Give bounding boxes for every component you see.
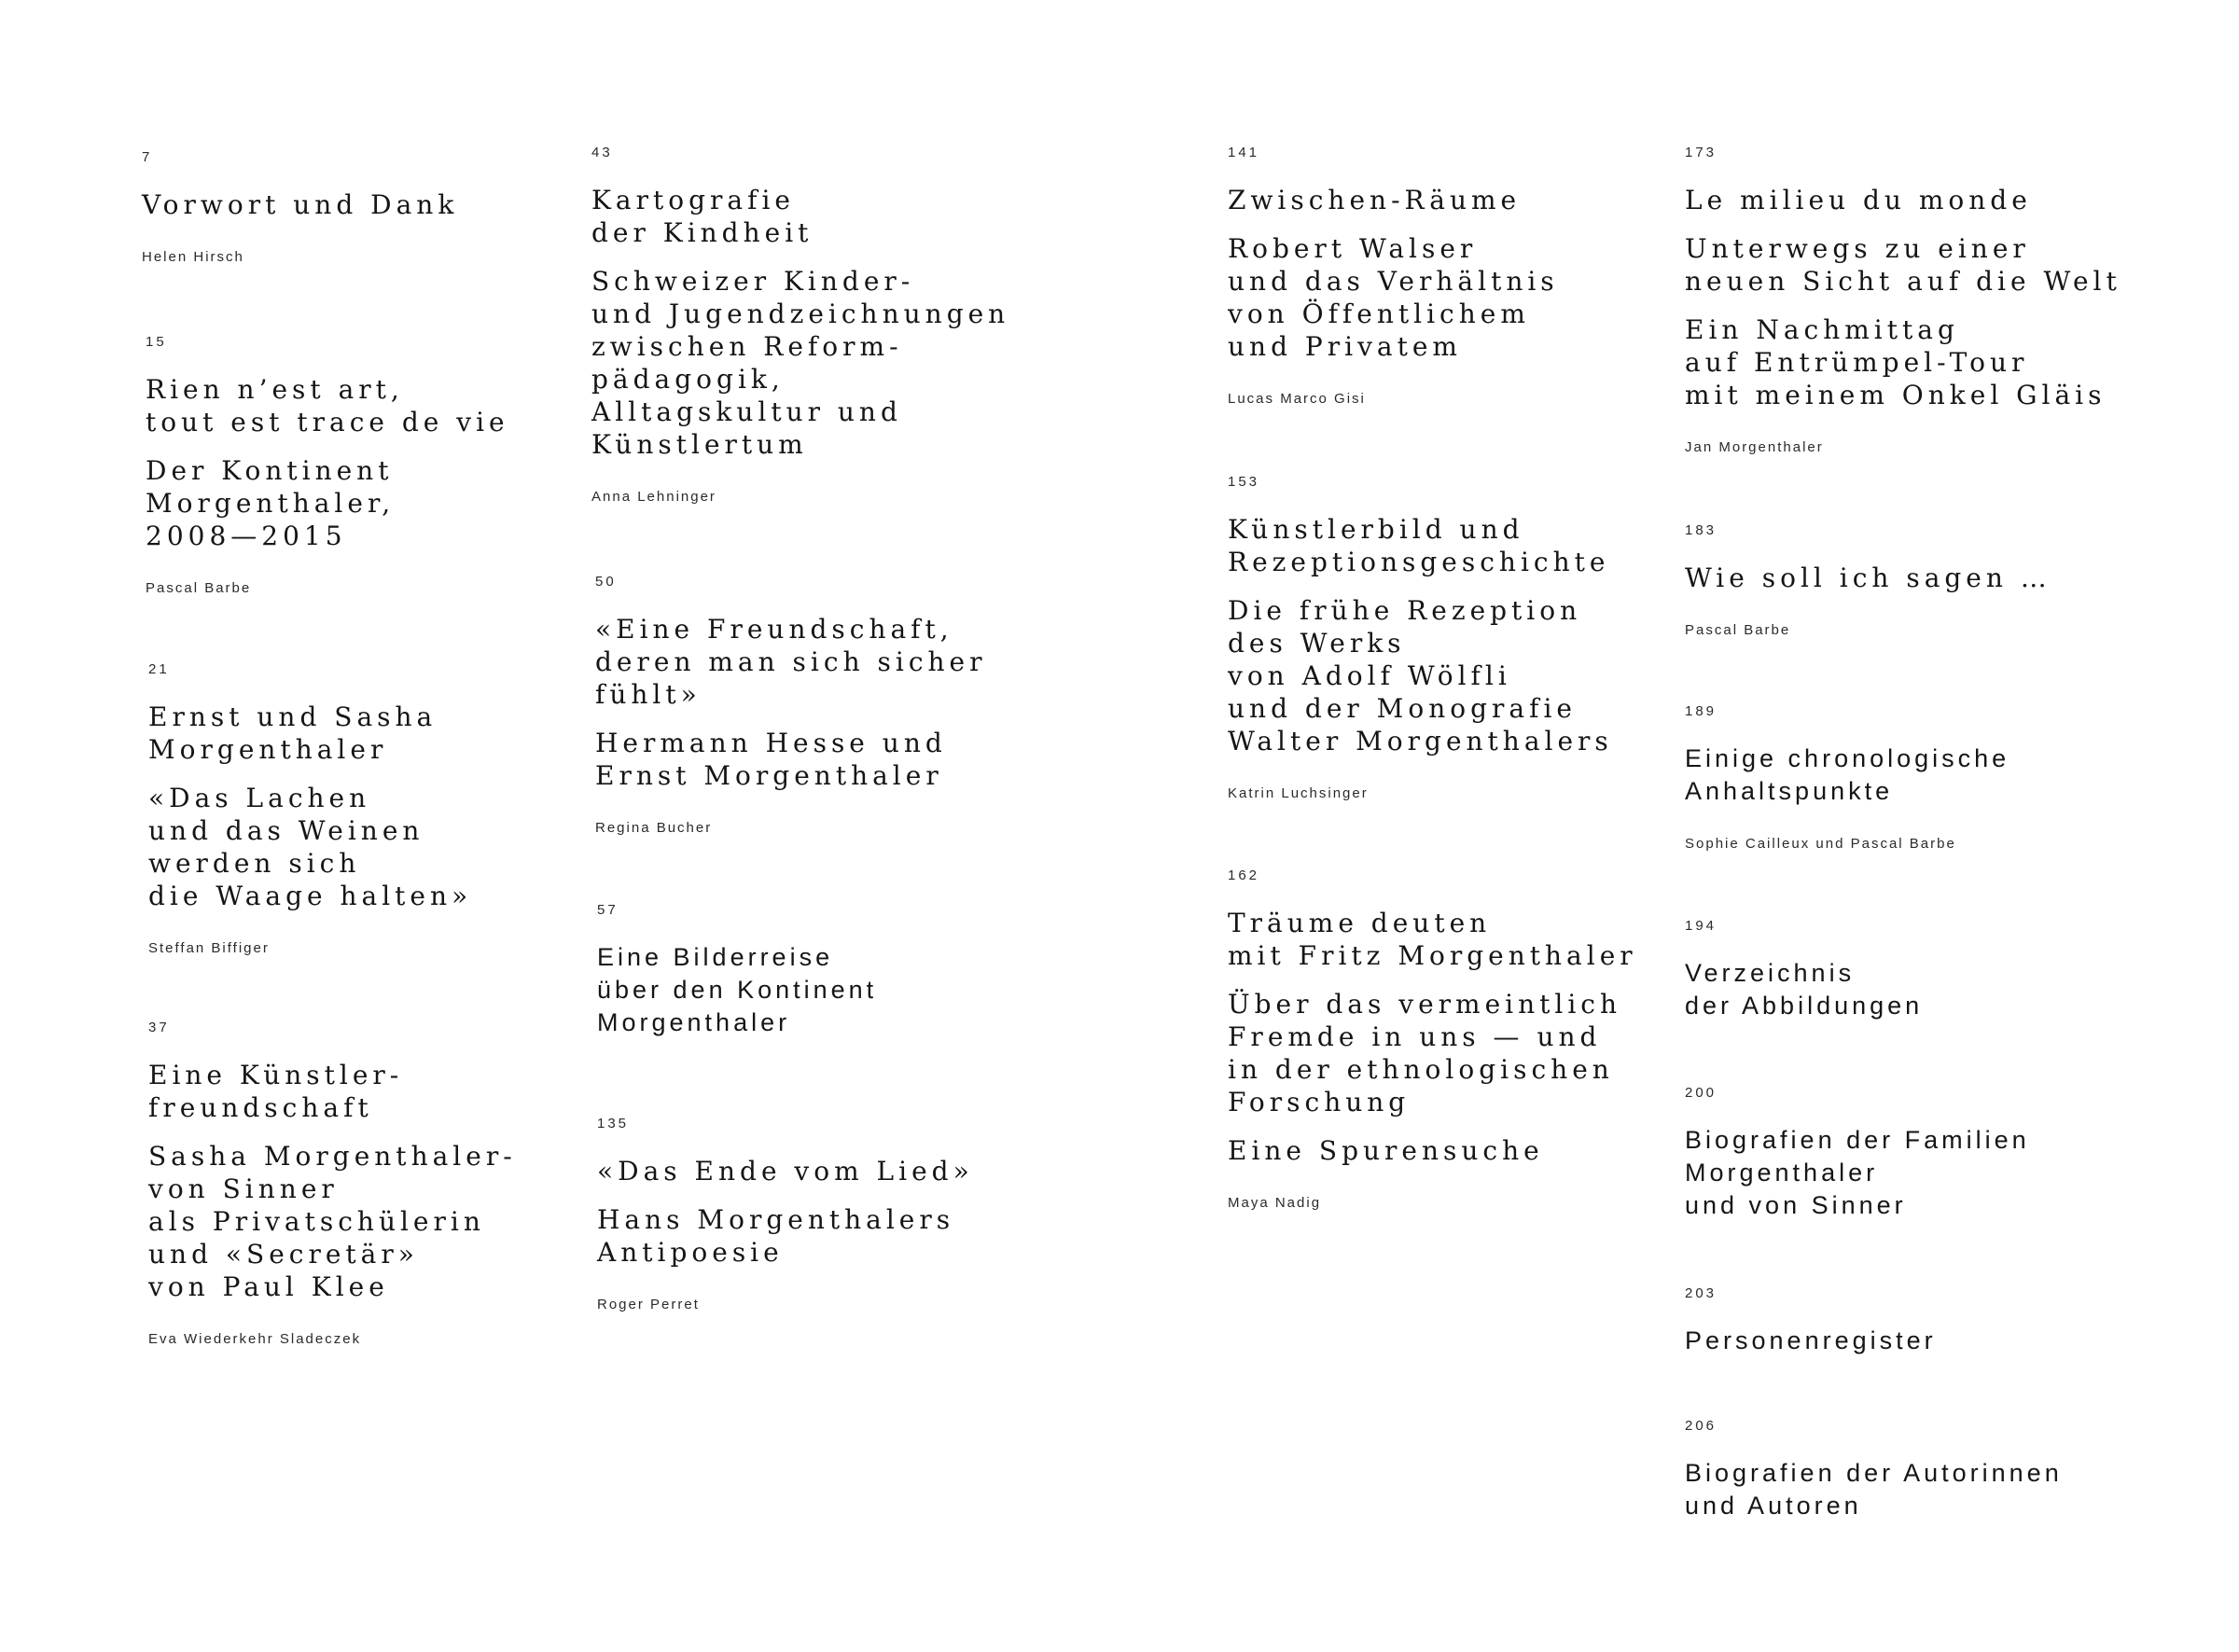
toc-entry bbox=[148, 1020, 517, 1348]
entry-author: Maya Nadig bbox=[1228, 1195, 1322, 1211]
toc-entry bbox=[597, 1116, 974, 1313]
toc-entry bbox=[142, 149, 458, 266]
entry-subtitle: Hans Morgenthalers Antipoesie bbox=[597, 1204, 955, 1268]
entry-subtitle: Unterwegs zu einer neuen Sicht auf die Welt bbox=[1685, 233, 2121, 297]
entry-subtitle: Eine Spurensuche bbox=[1228, 1135, 1544, 1166]
page-number: 194 bbox=[1685, 918, 1717, 934]
entry-title: Biografien der Autorinnen und Autoren bbox=[1685, 1459, 2063, 1520]
page-number: 173 bbox=[1685, 145, 1717, 160]
entry-subtitle: Hermann Hesse und Ernst Morgenthaler bbox=[595, 728, 947, 791]
page-number: 21 bbox=[148, 661, 170, 677]
entry-title: Biografien der Familien Morgenthaler und von Sinner bbox=[1685, 1126, 2030, 1219]
entry-author: Katrin Luchsinger bbox=[1228, 785, 1369, 801]
entry-title: «Das Ende vom Lied» bbox=[597, 1156, 974, 1187]
page-number: 189 bbox=[1685, 703, 1717, 719]
page-number: 183 bbox=[1685, 522, 1717, 538]
entry-author: Pascal Barbe bbox=[1685, 622, 1791, 638]
page-number: 200 bbox=[1685, 1085, 1717, 1101]
page-number: 203 bbox=[1685, 1285, 1717, 1301]
toc-entry bbox=[1685, 703, 2010, 853]
page-number: 37 bbox=[148, 1020, 170, 1035]
entry-subtitle: Robert Walser und das Verhältnis von Öffentlichem und Privatem bbox=[1228, 233, 1559, 362]
entry-title: Künstlerbild und Rezeptionsgeschichte bbox=[1228, 514, 1610, 577]
page-number: 15 bbox=[146, 334, 167, 350]
page-number: 153 bbox=[1228, 474, 1260, 490]
entry-title: Wie soll ich sagen … bbox=[1685, 562, 2051, 593]
entry-author: Steffan Biffiger bbox=[148, 940, 270, 956]
entry-title: Eine Bilderreise über den Kontinent Morgenthaler bbox=[597, 943, 878, 1036]
toc-entry bbox=[1685, 145, 2121, 456]
toc-entry bbox=[1685, 918, 1923, 1022]
entry-title: Le milieu du monde bbox=[1685, 185, 2032, 215]
entry-title: Rien n’est art, tout est trace de vie bbox=[146, 374, 509, 437]
page-number: 43 bbox=[591, 145, 613, 160]
entry-title: Ernst und Sasha Morgenthaler bbox=[148, 701, 438, 765]
page-number: 162 bbox=[1228, 868, 1260, 883]
page-number: 50 bbox=[595, 574, 617, 590]
toc-entry bbox=[1685, 1085, 2030, 1222]
entry-title: «Eine Freundschaft, deren man sich sicher fühlt» bbox=[595, 614, 987, 710]
page-number: 57 bbox=[597, 902, 619, 918]
entry-title: Einige chronologische Anhaltspunkte bbox=[1685, 744, 2010, 805]
toc-entry bbox=[1685, 1285, 1937, 1357]
entry-author: Eva Wiederkehr Sladeczek bbox=[148, 1331, 362, 1347]
toc-entry bbox=[148, 661, 472, 957]
entry-author: Roger Perret bbox=[597, 1297, 700, 1312]
entry-subtitle: Sasha Morgenthaler- von Sinner als Privatschülerin und «Secretär» von Paul Klee bbox=[148, 1141, 517, 1302]
entry-title: Verzeichnis der Abbildungen bbox=[1685, 959, 1924, 1020]
toc-entry bbox=[597, 902, 877, 1039]
entry-title: Vorwort und Dank bbox=[142, 189, 459, 220]
page-number: 7 bbox=[142, 149, 153, 165]
toc-entry bbox=[1685, 1418, 2063, 1522]
entry-author: Jan Morgenthaler bbox=[1685, 439, 1824, 455]
toc-entry bbox=[1228, 145, 1559, 408]
entry-author: Pascal Barbe bbox=[146, 580, 252, 596]
entry-author: Anna Lehninger bbox=[591, 489, 716, 505]
entry-title: Personenregister bbox=[1685, 1326, 1937, 1354]
entry-title: Eine Künstler- freundschaft bbox=[148, 1060, 404, 1123]
page-number: 206 bbox=[1685, 1418, 1717, 1434]
entry-subtitle: «Das Lachen und das Weinen werden sich die Waage halten» bbox=[148, 783, 473, 911]
toc-entry bbox=[595, 574, 987, 837]
entry-author: Lucas Marco Gisi bbox=[1228, 391, 1366, 407]
entry-author: Helen Hirsch bbox=[142, 249, 244, 265]
entry-author: Regina Bucher bbox=[595, 820, 713, 836]
toc-entry bbox=[591, 145, 1009, 506]
toc-entry bbox=[1228, 868, 1637, 1212]
entry-subtitle: Ein Nachmittag auf Entrümpel-Tour mit meinem Onkel Gläis bbox=[1685, 314, 2107, 410]
entry-author: Sophie Cailleux und Pascal Barbe bbox=[1685, 836, 1956, 852]
entry-title: Träume deuten mit Fritz Morgenthaler bbox=[1228, 908, 1637, 971]
page-number: 135 bbox=[597, 1116, 630, 1131]
entry-title: Zwischen-Räume bbox=[1228, 185, 1522, 215]
page-number: 141 bbox=[1228, 145, 1260, 160]
entry-title: Kartografie der Kindheit bbox=[591, 185, 814, 248]
toc-entry bbox=[1228, 474, 1613, 802]
entry-subtitle: Die frühe Rezeption des Werks von Adolf Wölfli und der Monografie Walter Morgenthalers bbox=[1228, 595, 1613, 757]
entry-subtitle: Schweizer Kinder- und Jugendzeichnungen zwischen Reform- pädagogik, Alltagskultur und Künstlertum bbox=[591, 266, 1010, 460]
entry-subtitle: Der Kontinent Morgenthaler, 2008—2015 bbox=[146, 455, 396, 551]
entry-subtitle: Über das vermeintlich Fremde in uns — und in der ethnologischen Forschung bbox=[1228, 989, 1622, 1118]
toc-entry bbox=[146, 334, 509, 597]
toc-entry bbox=[1685, 522, 2051, 639]
